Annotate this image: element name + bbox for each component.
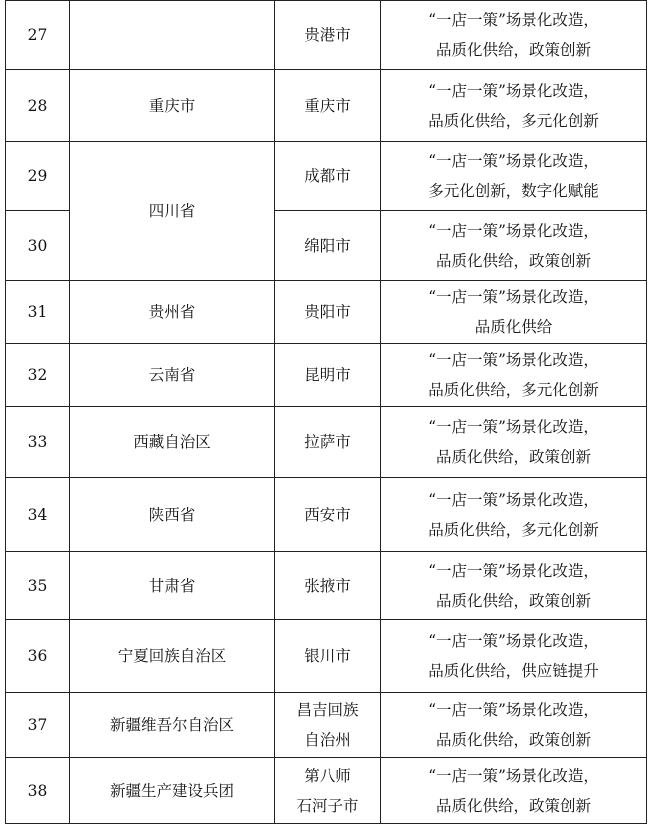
description-cell bbox=[381, 620, 647, 693]
description-cell bbox=[381, 344, 647, 407]
city-line: 拉萨市 bbox=[304, 433, 351, 451]
province-cell: 新疆维吾尔自治区 bbox=[70, 693, 275, 758]
city-cell bbox=[275, 552, 381, 620]
desc-line: 多元化创新，数字化赋能 bbox=[428, 182, 599, 200]
description-cell bbox=[381, 70, 647, 142]
table-row bbox=[6, 407, 647, 478]
province-cell: 宁夏回族自治区 bbox=[70, 620, 275, 693]
desc-line: 品质化供给，供应链提升 bbox=[428, 662, 599, 680]
province-cell: 四川省 bbox=[70, 142, 275, 281]
province-cell: 甘肃省 bbox=[70, 552, 275, 620]
city-line: 重庆市 bbox=[304, 96, 351, 115]
description-cell bbox=[381, 1, 647, 70]
city-line: 贵港市 bbox=[304, 26, 351, 44]
city-cell bbox=[275, 281, 381, 344]
table-row bbox=[6, 478, 647, 552]
city-line: 绵阳市 bbox=[304, 236, 351, 255]
description-cell bbox=[381, 407, 647, 478]
city-line: 石河子市 bbox=[296, 796, 359, 815]
desc-line: “一店一策”场景化改造， bbox=[428, 221, 599, 240]
city-cell bbox=[275, 620, 381, 693]
desc-line: “一店一策”场景化改造， bbox=[428, 11, 599, 29]
city-line: 成都市 bbox=[304, 167, 351, 185]
table-row bbox=[6, 281, 647, 344]
city-cell bbox=[275, 407, 381, 478]
description-cell bbox=[381, 478, 647, 552]
description-cell bbox=[381, 211, 647, 281]
row-number: 27 bbox=[6, 1, 70, 70]
city-cell bbox=[275, 478, 381, 552]
row-number: 34 bbox=[6, 478, 70, 552]
desc-line: “一店一策”场景化改造， bbox=[428, 632, 599, 650]
city-line: 自治州 bbox=[304, 731, 351, 749]
city-cell bbox=[275, 758, 381, 824]
table-row bbox=[6, 344, 647, 407]
table-row bbox=[6, 693, 647, 758]
city-cell bbox=[275, 1, 381, 70]
desc-line: “一店一策”场景化改造， bbox=[428, 418, 599, 436]
table-row bbox=[6, 1, 647, 70]
desc-line: 品质化供给，多元化创新 bbox=[428, 381, 599, 399]
desc-line: “一店一策”场景化改造， bbox=[428, 490, 599, 509]
city-line: 贵阳市 bbox=[304, 303, 351, 321]
row-number: 35 bbox=[6, 552, 70, 620]
province-cell: 西藏自治区 bbox=[70, 407, 275, 478]
desc-line: “一店一策”场景化改造， bbox=[428, 766, 599, 785]
city-line: 西安市 bbox=[304, 505, 351, 524]
city-cell bbox=[275, 70, 381, 142]
desc-line: 品质化供给，政策创新 bbox=[435, 731, 591, 749]
table-row bbox=[6, 758, 647, 824]
row-number: 29 bbox=[6, 142, 70, 211]
row-number: 36 bbox=[6, 620, 70, 693]
table-row bbox=[6, 620, 647, 693]
desc-line: 品质化供给，政策创新 bbox=[435, 796, 591, 815]
desc-line: “一店一策”场景化改造， bbox=[428, 351, 599, 369]
row-number: 38 bbox=[6, 758, 70, 824]
description-cell bbox=[381, 693, 647, 758]
city-cell bbox=[275, 344, 381, 407]
row-number: 33 bbox=[6, 407, 70, 478]
desc-line: “一店一策”场景化改造， bbox=[428, 152, 599, 170]
desc-line: 品质化供给 bbox=[474, 318, 553, 336]
province-cell: 陕西省 bbox=[70, 478, 275, 552]
city-cell bbox=[275, 142, 381, 211]
desc-line: “一店一策”场景化改造， bbox=[428, 81, 599, 100]
city-cell bbox=[275, 693, 381, 758]
city-list-table bbox=[5, 0, 647, 824]
table-row bbox=[6, 142, 647, 211]
desc-line: 品质化供给，多元化创新 bbox=[428, 520, 599, 539]
row-number: 30 bbox=[6, 211, 70, 281]
province-cell: 贵州省 bbox=[70, 281, 275, 344]
desc-line: 品质化供给，多元化创新 bbox=[428, 111, 599, 130]
desc-line: “一店一策”场景化改造， bbox=[428, 561, 599, 580]
row-number: 37 bbox=[6, 693, 70, 758]
row-number: 32 bbox=[6, 344, 70, 407]
table-row bbox=[6, 70, 647, 142]
desc-line: “一店一策”场景化改造， bbox=[428, 288, 599, 306]
city-line: 昆明市 bbox=[304, 366, 351, 384]
table-row bbox=[6, 552, 647, 620]
row-number: 31 bbox=[6, 281, 70, 344]
desc-line: 品质化供给，政策创新 bbox=[435, 448, 591, 466]
desc-line: 品质化供给，政策创新 bbox=[435, 591, 591, 610]
row-number: 28 bbox=[6, 70, 70, 142]
description-cell bbox=[381, 552, 647, 620]
province-cell: 重庆市 bbox=[70, 70, 275, 142]
description-cell bbox=[381, 758, 647, 824]
city-line: 张掖市 bbox=[304, 576, 351, 595]
description-cell bbox=[381, 142, 647, 211]
city-cell bbox=[275, 211, 381, 281]
province-cell: 云南省 bbox=[70, 344, 275, 407]
city-line: 第八师 bbox=[304, 766, 351, 785]
city-line: 昌吉回族 bbox=[296, 701, 359, 719]
desc-line: “一店一策”场景化改造， bbox=[428, 701, 599, 719]
description-cell bbox=[381, 281, 647, 344]
province-cell: 新疆生产建设兵团 bbox=[70, 758, 275, 824]
desc-line: 品质化供给，政策创新 bbox=[435, 41, 591, 59]
province-cell bbox=[70, 1, 275, 70]
city-line: 银川市 bbox=[304, 647, 351, 665]
desc-line: 品质化供给，政策创新 bbox=[435, 251, 591, 270]
